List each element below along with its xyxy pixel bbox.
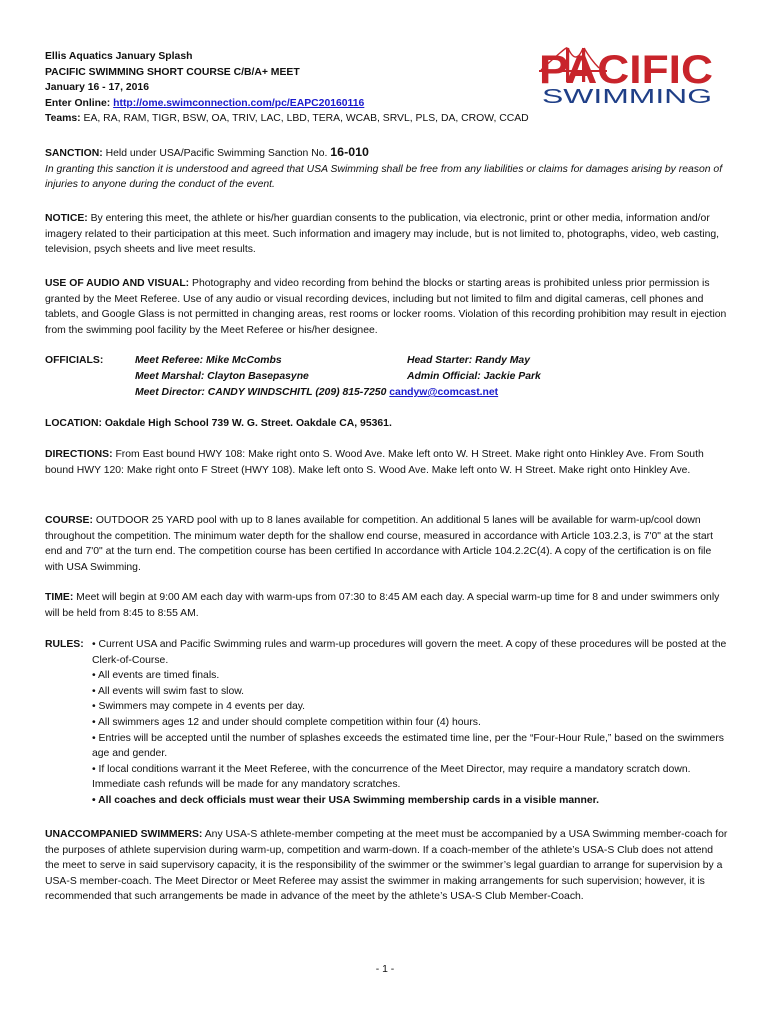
meet-type: PACIFIC SWIMMING SHORT COURSE C/B/A+ MEET — [45, 66, 300, 78]
unaccompanied-label: UNACCOMPANIED SWIMMERS: — [45, 829, 203, 840]
rule-item: • Current USA and Pacific Swimming rules and warm-up procedures will govern the meet. A copy of these procedures will be posted at the Clerk-of-Course. — [92, 639, 727, 666]
enter-online-line — [45, 96, 545, 112]
officials-section — [45, 353, 730, 403]
rule-item: • Entries will be accepted until the number of splashes exceeds the estimated time line, per the “Four-Hour Rule,” based on the swimmers age and gender. — [92, 732, 724, 760]
enter-online-link[interactable]: http://ome.swimconnection.com/pc/EAPC20160116 — [113, 97, 365, 109]
meet-director: Meet Director: CANDY WINDSCHITL (209) 815-7250 — [135, 387, 387, 398]
notice-section — [45, 211, 730, 258]
course-text: OUTDOOR 25 YARD pool with up to 8 lanes available for competition. An additional 5 lanes will be available for warm-up/cool down throughout the competition. The minimum water depth for the shallow end course, measured in accordance with Article 103.2.3, is 7'0" at the start end and 7'0" at the turn end. The competition course has been certified In accordance with Article 104.2.2C(4). A copy of the certification is on file with USA Swimming. — [45, 515, 713, 573]
enter-online-label: Enter Online: — [45, 97, 111, 109]
audio-visual-section — [45, 276, 730, 338]
time-label: TIME: — [45, 592, 74, 603]
unaccompanied-section — [45, 827, 730, 905]
course-section — [45, 513, 730, 575]
meet-name: Ellis Aquatics January Splash — [45, 51, 193, 62]
rule-item: • If local conditions warrant it the Meet Referee, with the concurrence of the Meet Director, may require a mandatory scratch down. Immediate cash refunds will be made for any mandatory scratches. — [92, 763, 691, 791]
meet-director-line — [135, 385, 498, 401]
audio-visual-text: Photography and video recording from behind the blocks or starting areas is prohibited unless prior permission is granted by the Meet Referee. Use of any audio or visual recording devices, including but not limited to film and digital cameras, cell phones and tablets, and Google Glass is not permitted in changing areas, rest rooms or locker rooms. Violation of this recording prohibition may result in ejection from the swimming pool facility by the Meet Referee or his/her designee. — [45, 278, 727, 336]
pacific-swimming-logo — [537, 44, 715, 106]
meet-marshal: Meet Marshal: Clayton Basepasyne — [135, 371, 309, 382]
sanction-disclaimer: In granting this sanction it is understood and agreed that USA Swimming shall be free from any liabilities or claims for damages arising by reason of injuries to anyone during the conduct of the event. — [45, 163, 723, 191]
rule-item: • Swimmers may compete in 4 events per day. — [92, 701, 306, 713]
course-label: COURSE: — [45, 515, 93, 526]
location-line: LOCATION: Oakdale High School 739 W. G. Street. Oakdale CA, 95361. — [45, 418, 392, 429]
rules-list — [92, 637, 732, 809]
sanction-text: Held under USA/Pacific Swimming Sanction No. — [105, 148, 328, 159]
time-section — [45, 590, 730, 621]
logo-line2: SWIMMING — [542, 86, 712, 106]
rules-section — [45, 637, 730, 817]
sanction-number: 16-010 — [330, 145, 369, 159]
teams-value: EA, RA, RAM, TIGR, BSW, OA, TRIV, LAC, LBD, TERA, WCAB, SRVL, PLS, DA, CROW, CCAD — [83, 113, 529, 125]
logo-line1: PACIFIC — [539, 48, 713, 92]
directions-label: DIRECTIONS: — [45, 449, 113, 460]
director-email-link[interactable]: candyw@comcast.net — [389, 387, 499, 398]
rule-item: • All swimmers ages 12 and under should complete competition within four (4) hours. — [92, 716, 481, 728]
page-number: - 1 - — [375, 964, 395, 975]
sanction-label: SANCTION: — [45, 148, 103, 159]
teams-label: Teams: — [45, 113, 81, 125]
teams-line — [45, 111, 545, 127]
notice-label: NOTICE: — [45, 213, 88, 224]
officials-label: OFFICIALS: — [45, 355, 104, 366]
head-starter: Head Starter: Randy May — [407, 355, 530, 366]
rules-label: RULES: — [45, 639, 84, 650]
rule-item: • All events will swim fast to slow. — [92, 685, 245, 697]
notice-text: By entering this meet, the athlete or his/her guardian consents to the publication, via electronic, print or other media, information and/or imagery related to their participation at this meet. Such information and imagery may include, but is not limited to, photographs, video, web casting, television, psych sheets and live meet results. — [45, 213, 720, 256]
audio-visual-label: USE OF AUDIO AND VISUAL: — [45, 278, 190, 289]
meet-referee: Meet Referee: Mike McCombs — [135, 355, 282, 366]
unaccompanied-text: Any USA-S athlete-member competing at the meet must be accompanied by a USA Swimming member-coach for the purposes of athlete supervision during warm-up, competition and warm-down. If a coach-member of the athlete’s USA-S Club does not attend the meet to serve in said supervisory capacity, it is the responsibility of the swimmer or the swimmer’s legal guardian to arrange for supervision by a USA-S member-coach. The Meet Director or Meet Referee may assist the swimmer in making arrangements for such supervision; however, it is recommended that such arrangements be made in advance of the meet by the athlete’s USA-S Club Member-Coach. — [45, 829, 728, 903]
meet-dates: January 16 - 17, 2016 — [45, 82, 149, 94]
directions-section — [45, 447, 730, 478]
rule-item: • All events are timed finals. — [92, 670, 220, 682]
rule-item-bold: • All coaches and deck officials must wear their USA Swimming membership cards in a visible manner. — [92, 794, 599, 806]
sanction-section — [45, 145, 730, 193]
meet-header — [45, 49, 545, 127]
admin-official: Admin Official: Jackie Park — [407, 371, 541, 382]
time-text: Meet will begin at 9:00 AM each day with warm-ups from 07:30 to 8:45 AM each day. A special warm-up time for 8 and under swimmers only will be held from 8:45 to 8:55 AM. — [45, 592, 720, 619]
directions-text: From East bound HWY 108: Make right onto S. Wood Ave. Make left onto W. H Street. Make right onto Hinkley Ave. From South bound HWY 120: Make right onto F Street (HWY 108). Make left onto S. Wood Ave. Make left onto W. H Street. Make right onto Hinkley Ave. — [45, 449, 704, 476]
